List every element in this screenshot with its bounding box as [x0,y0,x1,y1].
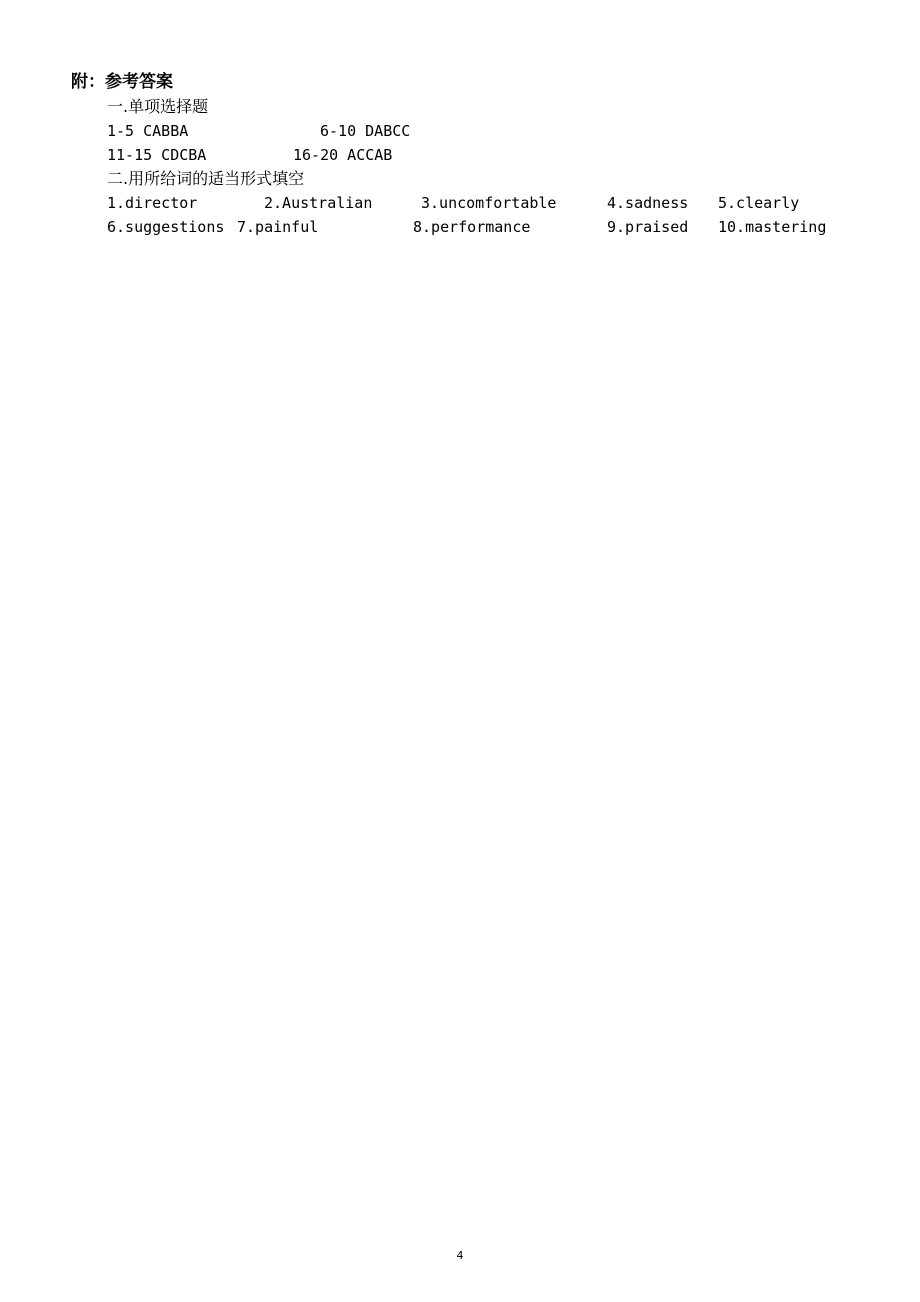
fill-answer: 6.suggestions [107,218,225,236]
fill-answer: 3.uncomfortable [421,194,557,212]
answer-key-heading: 附：参考答案 [71,72,173,92]
fill-answer: 10.mastering [718,218,827,236]
fill-answer: 5.clearly [718,194,800,212]
mc-answer-group: 6-10 DABCC [320,122,411,140]
mc-answer-group: 11-15 CDCBA [107,146,207,164]
section-title-word-forms: 二.用所给词的适当形式填空 [107,169,305,188]
mc-answer-group: 16-20 ACCAB [293,146,393,164]
page-number: 4 [456,1249,464,1262]
fill-answer: 2.Australian [264,194,373,212]
fill-answer: 4.sadness [607,194,689,212]
section-title-multiple-choice: 一.单项选择题 [107,97,209,116]
fill-answer: 1.director [107,194,198,212]
mc-answer-group: 1-5 CABBA [107,122,189,140]
fill-answer: 9.praised [607,218,689,236]
fill-answer: 7.painful [237,218,319,236]
fill-answer: 8.performance [413,218,531,236]
